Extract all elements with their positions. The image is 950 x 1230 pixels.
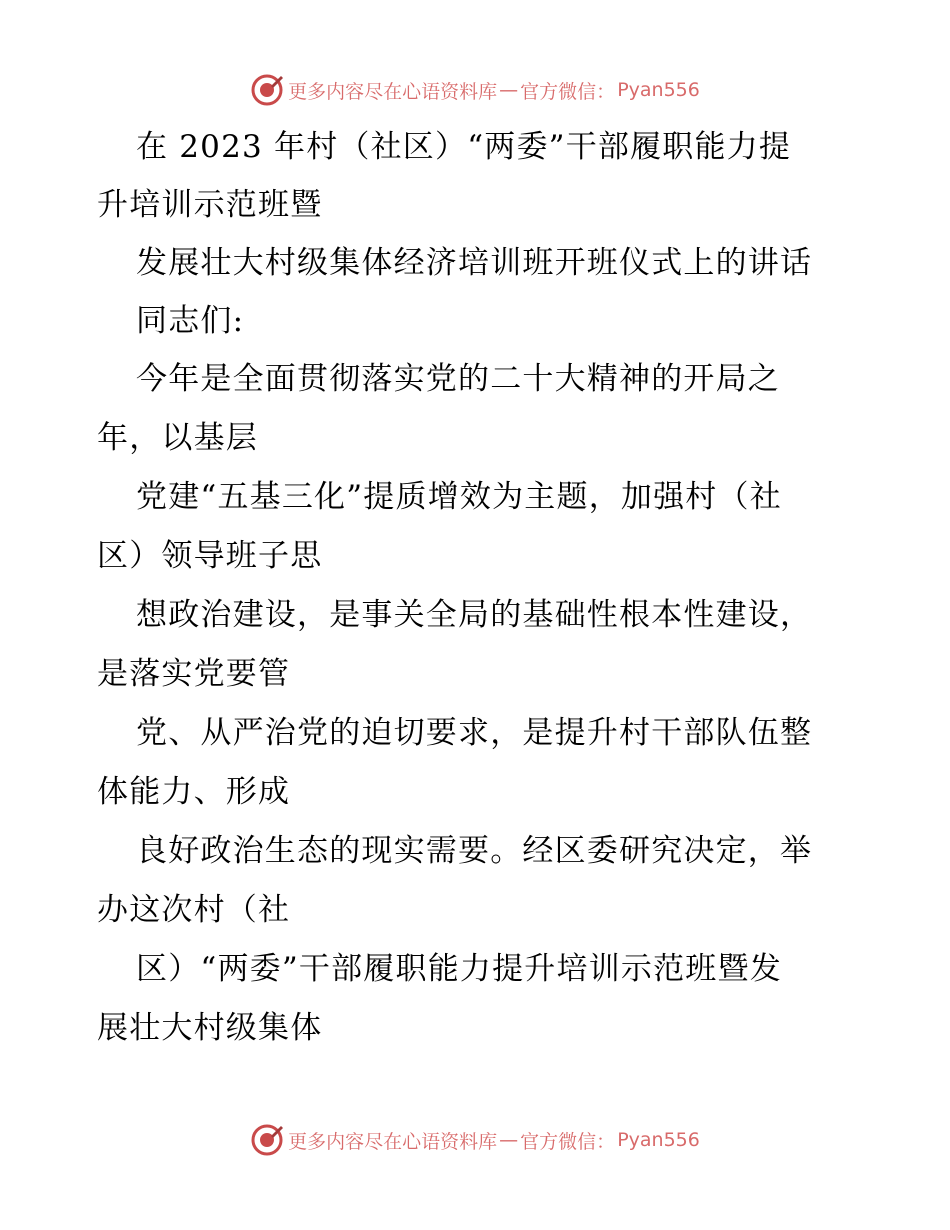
watermark-text: 更多内容尽在心语资料库 xyxy=(288,80,498,103)
watermark-separator: — xyxy=(499,79,519,101)
body-line: 今年是全面贯彻落实党的二十大精神的开局之 xyxy=(136,361,780,397)
body-line: 区）“两委”干部履职能力提升培训示范班暨发 xyxy=(136,951,782,987)
title-line-2: 升培训示范班暨 xyxy=(97,187,323,223)
watermark-separator: — xyxy=(499,1129,519,1151)
body-line: 党、从严治党的迫切要求，是提升村干部队伍整 xyxy=(136,715,813,751)
body-line: 良好政治生态的现实需要。经区委研究决定，举 xyxy=(136,833,813,869)
title-line-3: 发展壮大村级集体经济培训班开班仪式上的讲话 xyxy=(136,245,813,281)
pen-logo-icon xyxy=(250,1123,284,1157)
watermark-wechat-label: 官方微信： xyxy=(520,1130,616,1153)
body-line: 体能力、形成 xyxy=(97,774,291,810)
body-line: 想政治建设，是事关全局的基础性根本性建设， xyxy=(136,597,813,633)
watermark-footer xyxy=(0,1120,950,1160)
title-line-1: 在 2023 年村（社区）“两委”干部履职能力提 xyxy=(136,129,792,165)
pen-logo-icon xyxy=(250,73,284,107)
watermark-wechat-label: 官方微信： xyxy=(520,80,616,103)
watermark-text: 更多内容尽在心语资料库 xyxy=(288,1130,498,1153)
watermark-wechat-id: Pyan556 xyxy=(617,1129,700,1151)
body-line: 党建“五基三化”提质增效为主题，加强村（社 xyxy=(136,479,782,515)
body-line: 区）领导班子思 xyxy=(97,538,323,574)
body-line: 是落实党要管 xyxy=(97,656,291,692)
body-line: 办这次村（社 xyxy=(97,892,291,928)
body-line: 展壮大村级集体 xyxy=(97,1010,323,1046)
salutation: 同志们: xyxy=(136,303,245,339)
body-line: 年，以基层 xyxy=(97,420,258,456)
watermark-wechat-id: Pyan556 xyxy=(617,79,700,101)
watermark-header xyxy=(0,70,950,110)
